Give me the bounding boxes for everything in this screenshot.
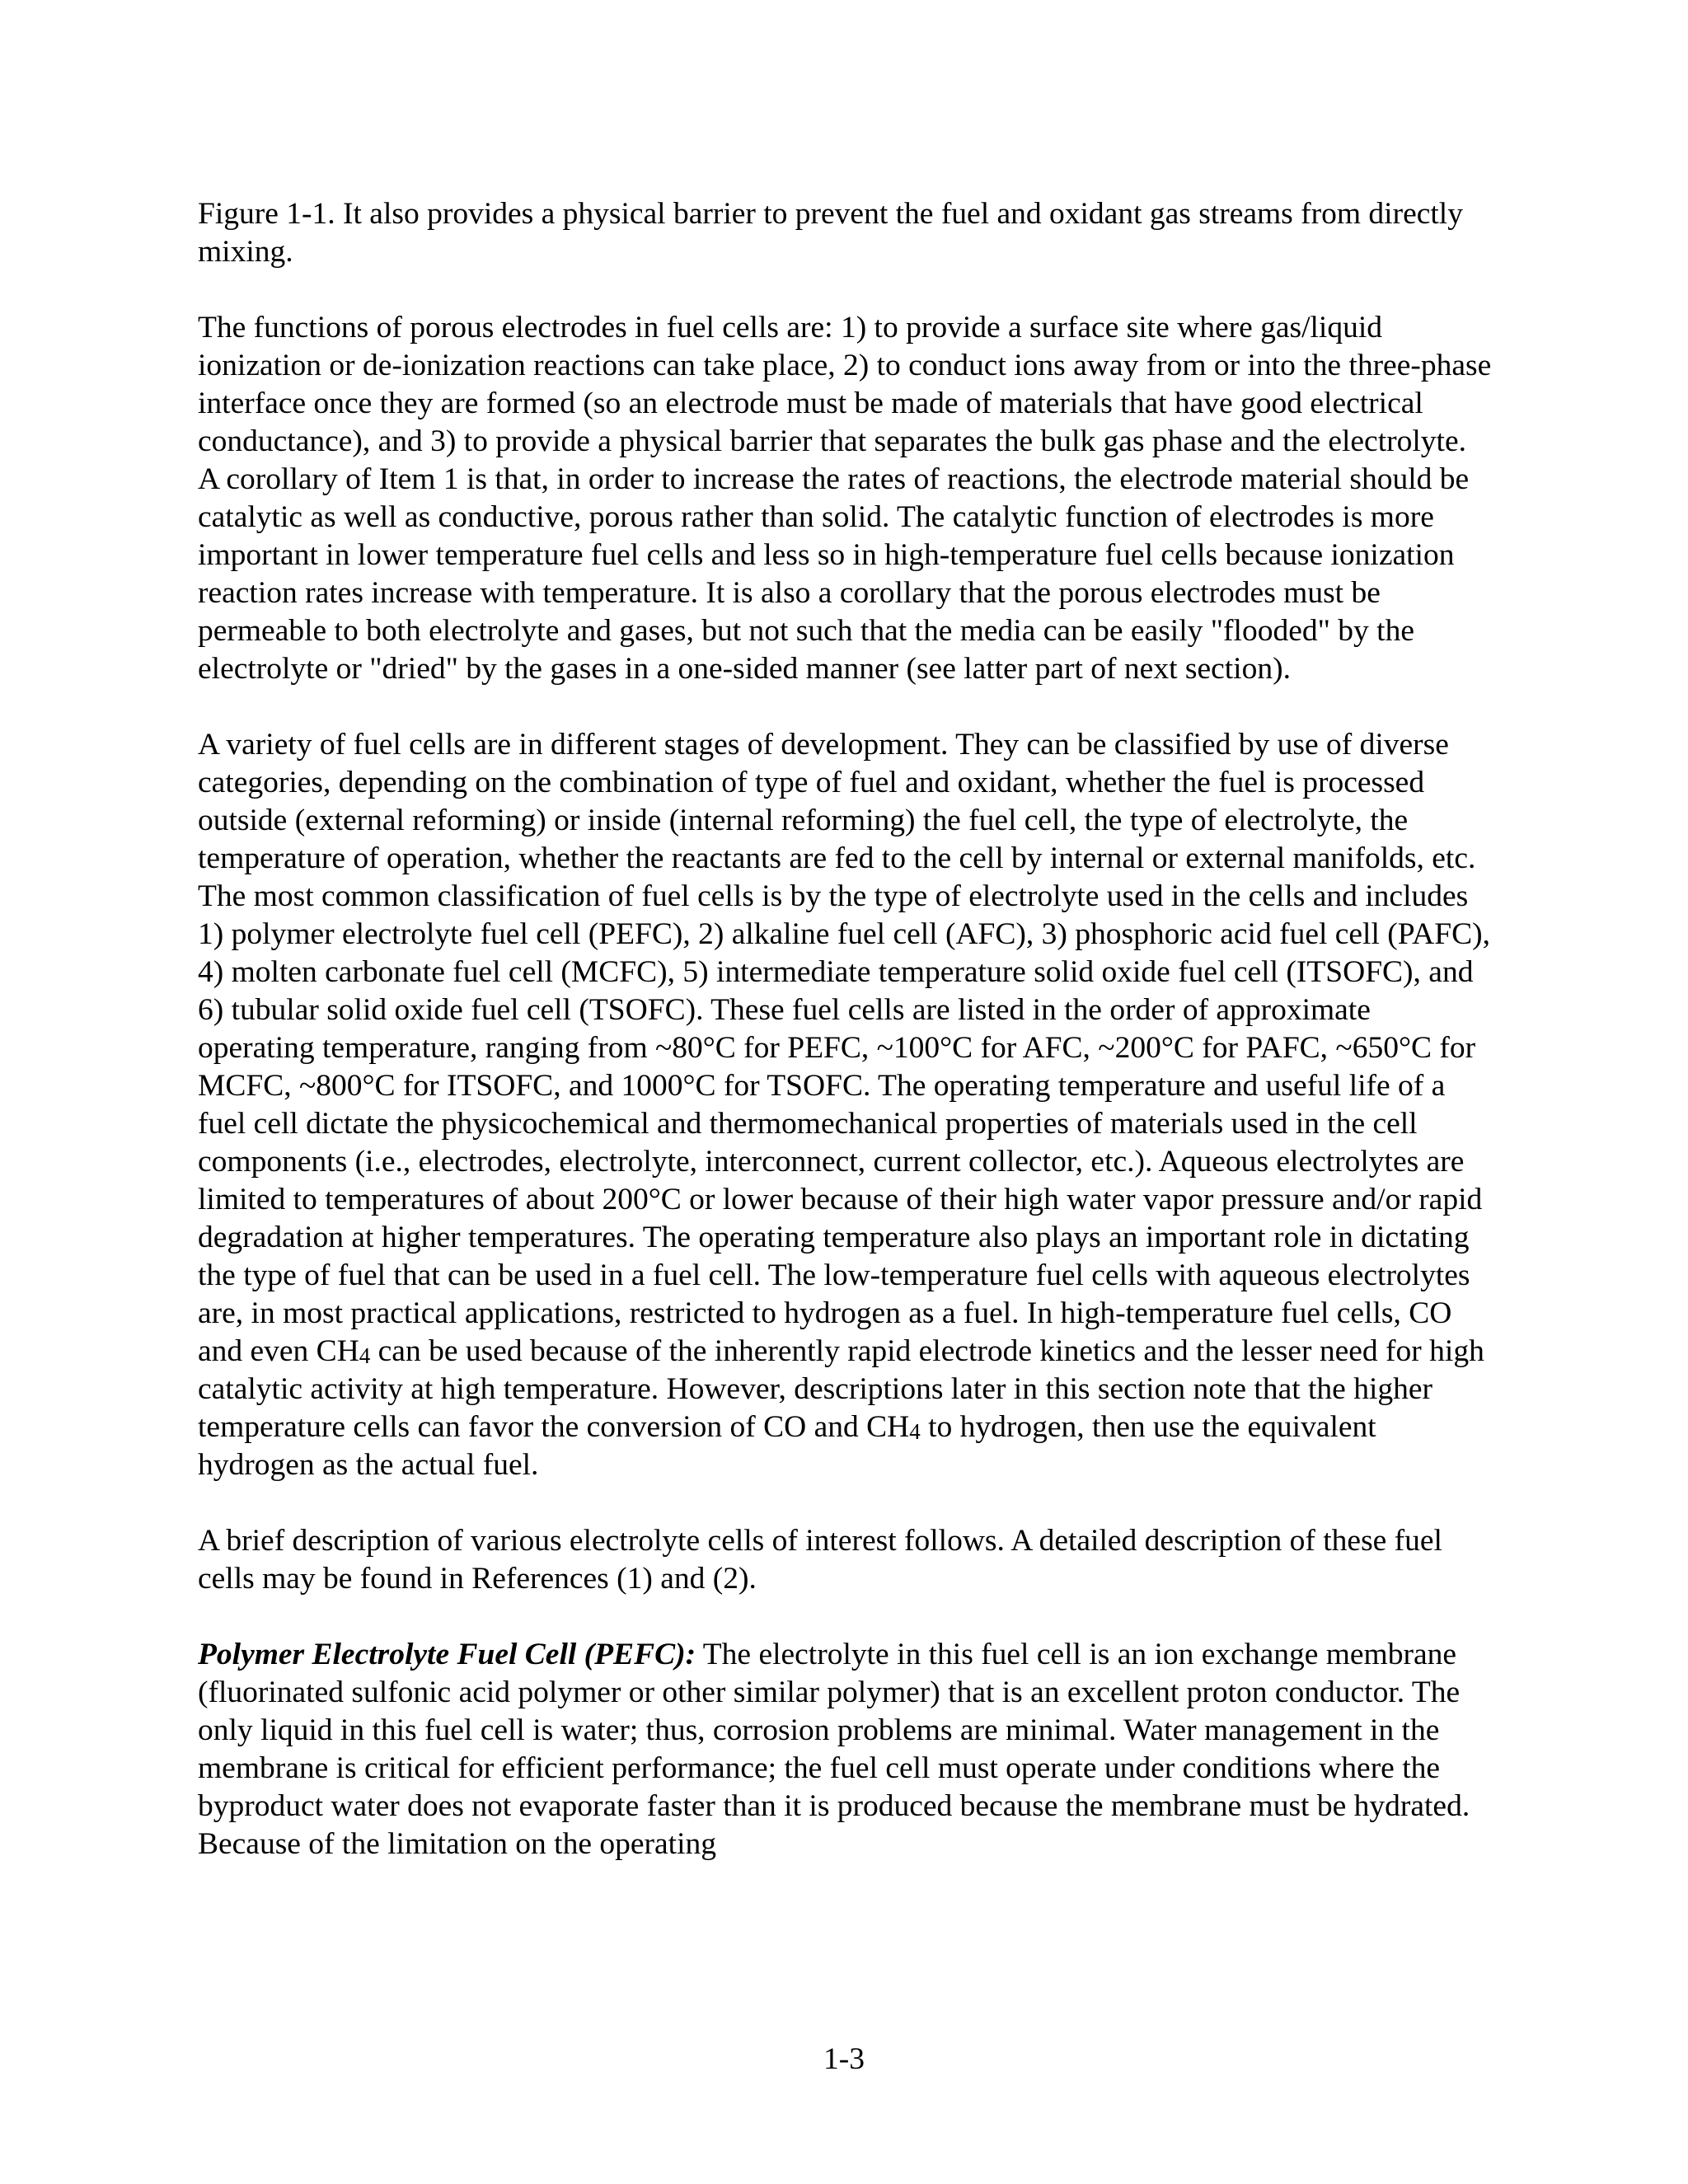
paragraph-porous-electrodes: The functions of porous electrodes in fuel cells are: 1) to provide a surface site where gas/liquid ionization or de-ionization reactions can take place, 2) to conduct ions away from or into the three-phase interface once they are formed (so an electrode must be made of materials that have good electrical conductance), and 3) to provide a physical barrier that separates the bulk gas phase and the electrolyte. A corollary of Item 1 is that, in order to increase the rates of reactions, the electrode material should be catalytic as well as conductive, porous rather than solid. The catalytic function of electrodes is more important in lower temperature fuel cells and less so in high-temperature fuel cells because ionization reaction rates increase with temperature. It is also a corollary that the porous electrodes must be permeable to both electrolyte and gases, but not such that the media can be easily "flooded" by the electrolyte or "dried" by the gases in a one-sided manner (see latter part of next section). <box>198 311 1492 686</box>
subscript-4: 4 <box>359 1343 371 1369</box>
text-run: The electrolyte in this fuel cell is an ion exchange membrane (fluorinated sulfonic acid polymer or other similar polymer) that is an excellent proton conductor. The only liquid in this fuel cell is water; thus, corrosion problems are minimal. Water management in the membrane is critical for efficient performance; the fuel cell must operate under conditions where the byproduct water does not evaporate faster than it is produced because the membrane must be hydrated. Because of the limitation on the operating <box>198 1638 1470 1861</box>
page-number: 1-3 <box>823 2042 865 2076</box>
text-run: can be used because of the inherently rapid electrode kinetics and the lesser need for high catalytic activity at high temperature. However, descriptions later in this section note that the higher temperature cells can favor the conversion of CO and CH <box>198 1334 1484 1444</box>
section-heading-pefc: Polymer Electrolyte Fuel Cell (PEFC): <box>198 1638 696 1671</box>
body-text <box>198 195 1492 1863</box>
text-run: to hydrogen, then use the equivalent hydrogen as the actual fuel. <box>198 1410 1376 1482</box>
paragraph-figure-reference: Figure 1-1. It also provides a physical barrier to prevent the fuel and oxidant gas streams from directly mixing. <box>198 197 1463 269</box>
paragraph-brief-description: A brief description of various electrolyte cells of interest follows. A detailed description of these fuel cells may be found in References (1) and (2). <box>198 1524 1442 1596</box>
paragraph-pefc <box>198 1636 1492 1863</box>
subscript-4: 4 <box>909 1419 921 1445</box>
text-run: A variety of fuel cells are in different stages of development. They can be classified by use of diverse categories, depending on the combination of type of fuel and oxidant, whether the fuel is processed outside (external reforming) or inside (internal reforming) the fuel cell, the type of electrolyte, the temperature of operation, whether the reactants are fed to the cell by internal or external manifolds, etc. The most common classification of fuel cells is by the type of electrolyte used in the cells and includes 1) polymer electrolyte fuel cell (PEFC), 2) alkaline fuel cell (AFC), 3) phosphoric acid fuel cell (PAFC), 4) molten carbonate fuel cell (MCFC), 5) intermediate temperature solid oxide fuel cell (ITSOFC), and 6) tubular solid oxide fuel cell (TSOFC). These fuel cells are listed in the order of approximate operating temperature, ranging from ~80°C for PEFC, ~100°C for AFC, ~200°C for PAFC, ~650°C for MCFC, ~800°C for ITSOFC, and 1000°C for TSOFC. The operating temperature and useful life of a fuel cell dictate the physicochemical and thermomechanical properties of materials used in the cell components (i.e., electrodes, electrolyte, interconnect, current collector, etc.). Aqueous electrolytes are limited to temperatures of about 200°C or lower because of their high water vapor pressure and/or rapid degradation at higher temperatures. The operating temperature also plays an important role in dictating the type of fuel that can be used in a fuel cell. The low-temperature fuel cells with aqueous electrolytes are, in most practical applications, restricted to hydrogen as a fuel. In high-temperature fuel cells, CO and even CH <box>198 728 1490 1368</box>
paragraph-fuel-cell-classification <box>198 726 1492 1484</box>
